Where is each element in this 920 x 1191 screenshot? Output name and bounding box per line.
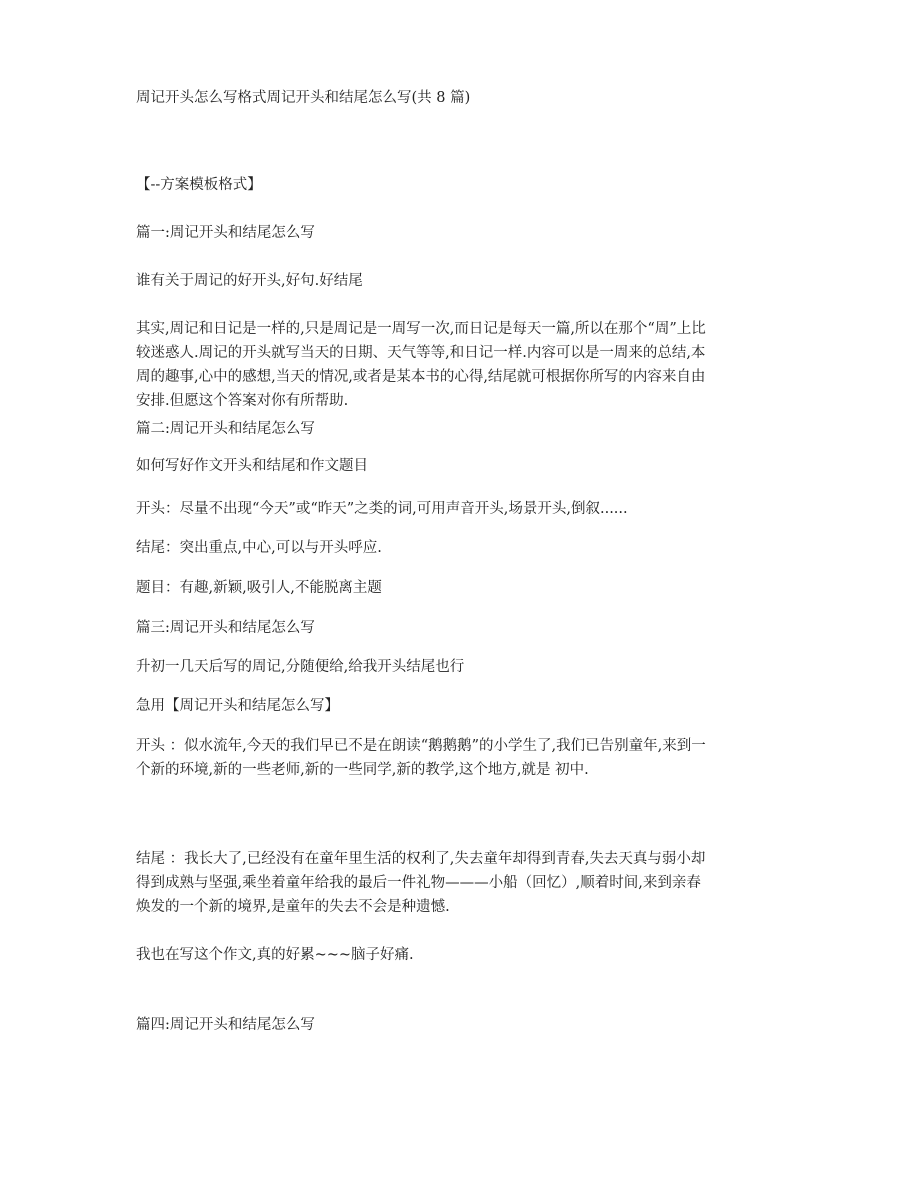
paragraph [136, 269, 796, 293]
paragraph-line: 急用【周记开头和结尾怎么写】 [136, 698, 339, 714]
document-title [136, 86, 796, 110]
paragraph-line: 开头：尽量不出现“今天”或“昨天”之类的词,可用声音开头,场景开头,倒叙...... [136, 501, 628, 517]
paragraph-line: 开头 ：似水流年,今天的我们早已不是在朗读“鹅鹅鹅”的小学生了,我们已告别童年,来到一 [136, 738, 706, 754]
paragraph-line: 周的趣事,心中的感想,当天的情况,或者是某本书的心得,结尾就可根据你所写的内容来自由 [136, 369, 706, 385]
paragraph [136, 943, 796, 967]
paragraph-line: 篇二:周记开头和结尾怎么写 [136, 421, 315, 437]
paragraph-line: 【--方案模板格式】 [136, 177, 262, 193]
title-text: 周记开头怎么写格式周记开头和结尾怎么写(共 8 篇) [136, 90, 471, 106]
paragraph-line: 结尾 ：我长大了,已经没有在童年里生活的权利了,失去童年却得到青春,失去天真与弱小却 [136, 851, 706, 867]
paragraph [136, 417, 796, 441]
paragraph-line: 较迷惑人.周记的开头就写当天的日期、天气等等,和日记一样.内容可以是一周来的总结,本 [136, 345, 706, 361]
paragraph [136, 655, 796, 679]
paragraph-line: 结尾：突出重点,中心,可以与开头呼应. [136, 540, 382, 556]
paragraph-line: 如何写好作文开头和结尾和作文题目 [136, 458, 368, 474]
paragraph [136, 317, 796, 413]
paragraph [136, 734, 796, 782]
paragraph-line: 个新的环境,新的一些老师,新的一些同学,新的教学,这个地方,就是 初中. [136, 762, 589, 778]
paragraph-line: 篇一:周记开头和结尾怎么写 [136, 225, 315, 241]
paragraph-line: 其实,周记和日记是一样的,只是周记是一周写一次,而日记是每天一篇,所以在那个“周”上比 [136, 321, 706, 337]
paragraph [136, 847, 796, 919]
paragraph [136, 616, 796, 640]
paragraph [136, 454, 796, 478]
paragraph-line: 焕发的一个新的境界,是童年的失去不会是种遗憾. [136, 899, 450, 915]
paragraph [136, 576, 796, 600]
paragraph [136, 497, 796, 521]
paragraph-line: 篇三:周记开头和结尾怎么写 [136, 620, 315, 636]
paragraph-line: 谁有关于周记的好开头,好句.好结尾 [136, 273, 363, 289]
paragraph [136, 536, 796, 560]
paragraph-line: 我也在写这个作文,真的好累~~~脑子好痛. [136, 947, 414, 963]
paragraph-line: 安排.但愿这个答案对你有所帮助. [136, 393, 349, 409]
paragraph [136, 221, 796, 245]
paragraph-line: 得到成熟与坚强,乘坐着童年给我的最后一件礼物———小船（回忆）,顺着时间,来到亲春 [136, 875, 701, 891]
paragraph [136, 694, 796, 718]
paragraph [136, 173, 796, 197]
paragraph [136, 1013, 796, 1037]
paragraph-line: 篇四:周记开头和结尾怎么写 [136, 1017, 315, 1033]
paragraph-line: 题目：有趣,新颖,吸引人,不能脱离主题 [136, 580, 382, 596]
paragraph-line: 升初一几天后写的周记,分随便给,给我开头结尾也行 [136, 659, 465, 675]
